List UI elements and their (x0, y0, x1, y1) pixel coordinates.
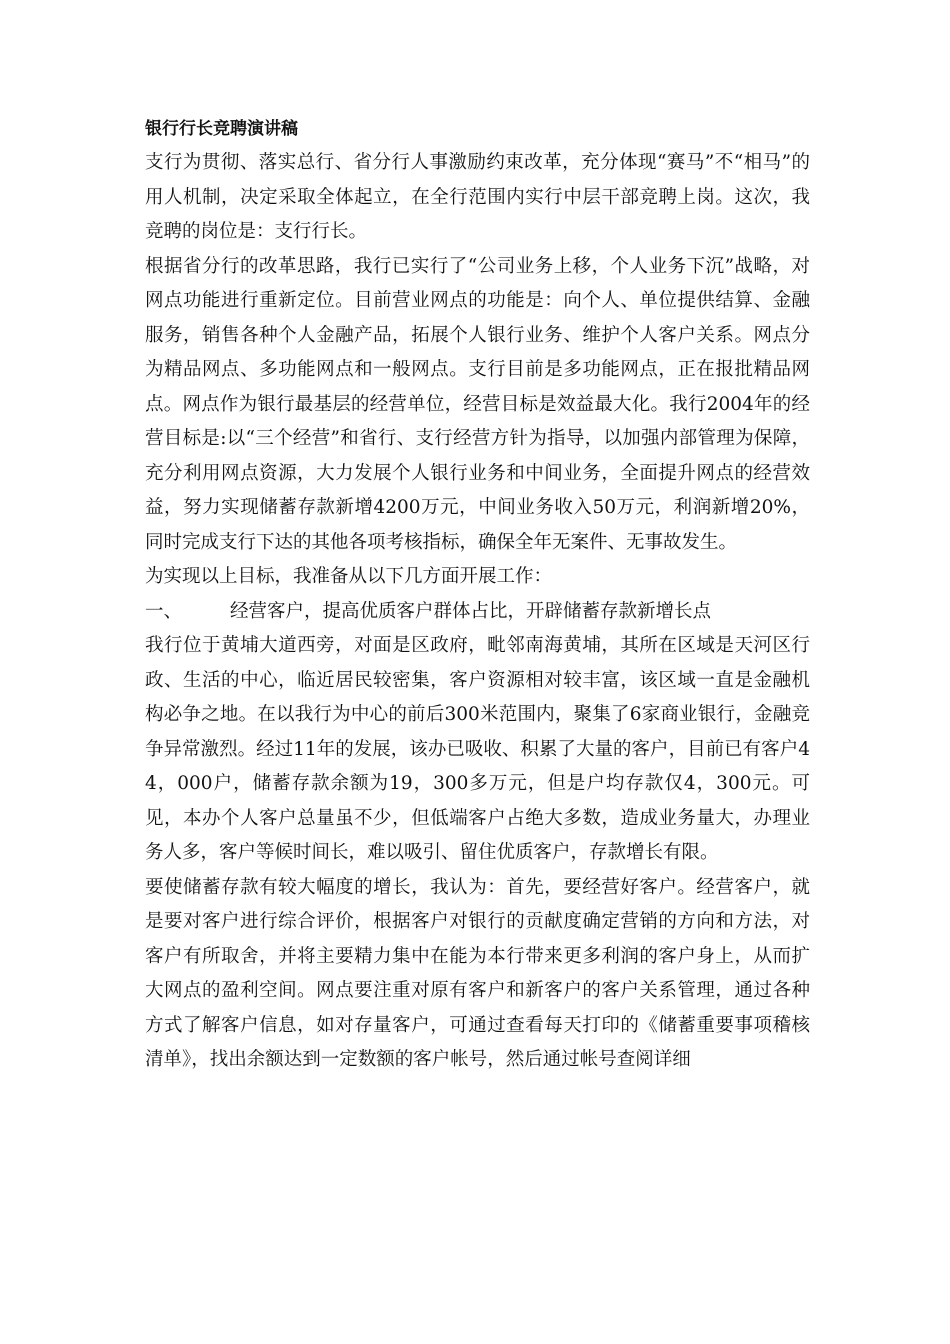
paragraph-customers: 要使储蓄存款有较大幅度的增长，我认为：首先，要经营好客户。经营客户，就是要对客户进行综合评价，根据客户对银行的贡献度确定营销的方向和方法，对客户有所取舍，并将主要精力集中在能为本行带来更多利润的客户身上，从而扩大网点的盈利空间。网点要注重对原有客户和新客户的客户关系管理，通过各种方式了解客户信息，如对存量客户，可通过查看每天打印的《储蓄重要事项稽核清单》，找出余额达到一定数额的客户帐号，然后通过帐号查阅详细 (145, 876, 810, 1070)
paragraph-plan: 为实现以上目标，我准备从以下几方面开展工作： (145, 566, 553, 587)
section-heading-1 (145, 595, 810, 630)
paragraph-location: 我行位于黄埔大道西旁，对面是区政府，毗邻南海黄埔，其所在区域是天河区行政、生活的中心，临近居民较密集，客户资源相对较丰富，该区域一直是金融机构必争之地。在以我行为中心的前后300米范围内，聚集了6家商业银行，金融竞争异常激烈。经过11年的发展，该办已吸收、积累了大量的客户，目前已有客户44，000户，储蓄存款余额为19，300多万元，但是户均存款仅4，300元。可见，本办个人客户总量虽不少，但低端客户占绝大多数，造成业务量大，办理业务人多，客户等候时间长，难以吸引、留住优质客户，存款增长有限。 (145, 635, 810, 863)
document-title: 银行行长竞聘演讲稿 (145, 119, 298, 139)
section-number: 一、 (145, 600, 183, 622)
paragraph-strategy: 根据省分行的改革思路，我行已实行了“公司业务上移，个人业务下沉”战略，对网点功能进行重新定位。目前营业网点的功能是：向个人、单位提供结算、金融服务，销售各种个人金融产品，拓展个人银行业务、维护个人客户关系。网点分为精品网点、多功能网点和一般网点。支行目前是多功能网点，正在报批精品网点。网点作为银行最基层的经营单位，经营目标是效益最大化。我行2004年的经营目标是:以“三个经营”和省行、支行经营方针为指导，以加强内部管理为保障，充分利用网点资源，大力发展个人银行业务和中间业务，全面提升网点的经营效益，努力实现储蓄存款新增4200万元，中间业务收入50万元，利润新增20%，同时完成支行下达的其他各项考核指标，确保全年无案件、无事故发生。 (145, 255, 810, 553)
paragraph-intro: 支行为贯彻、落实总行、省分行人事激励约束改革，充分体现“赛马”不“相马”的用人机制，决定采取全体起立，在全行范围内实行中层干部竞聘上岗。这次，我竞聘的岗位是：支行行长。 (145, 152, 810, 242)
document-page (145, 112, 810, 1078)
section-heading-text: 经营客户，提高优质客户群体占比，开辟储蓄存款新增长点 (230, 600, 712, 622)
